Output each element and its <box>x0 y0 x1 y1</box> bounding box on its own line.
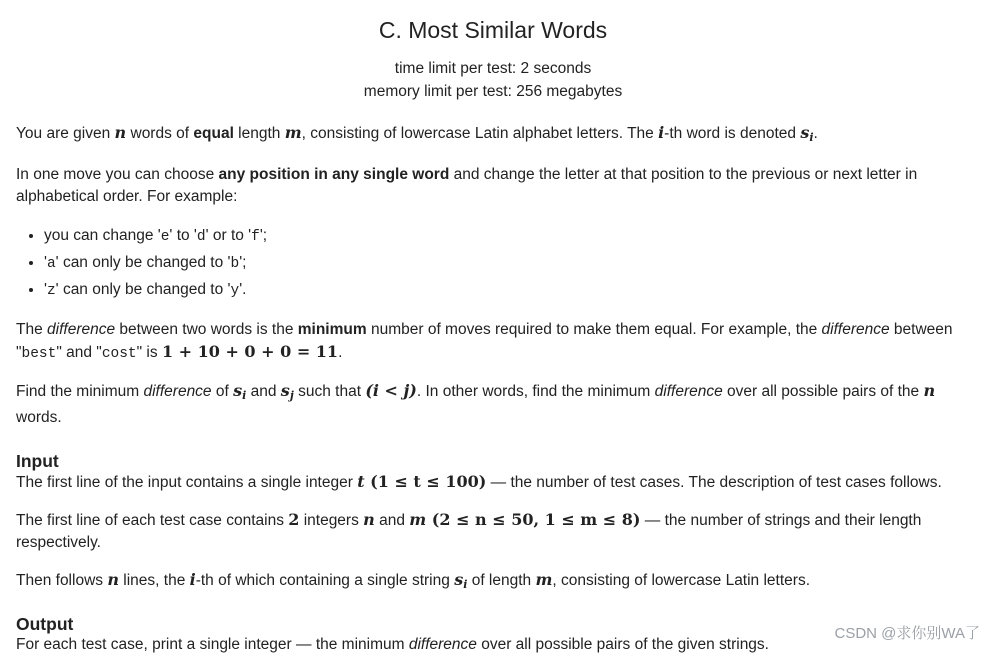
paragraph-move: In one move you can choose any position in any single word and change the letter at that position to the previous or next letter in alphabetical order. For example: <box>16 166 918 205</box>
paragraph-intro: You are given n words of equal length m, consisting of lowercase Latin alphabet letters. The i-th word is denoted $s_i$. <box>16 123 818 144</box>
list-item: • 'a' can only be changed to 'b'; <box>44 250 970 277</box>
paragraph-output: For each test case, print a single integer — the minimum difference over all possible pairs of the given strings. <box>16 636 769 653</box>
output-heading: Output <box>16 614 74 634</box>
problem-title: C. Most Similar Words <box>378 17 608 43</box>
paragraph-input-2: The first line of each test case contains 2 integers n and m (2 ≤ n ≤ 50, 1 ≤ m ≤ 8) — the number of strings and their length respectively. <box>16 510 922 551</box>
time-limit: time limit per test: 2 seconds <box>394 60 592 77</box>
problem-statement <box>0 16 986 656</box>
list-item: • you can change 'e' to 'd' or to 'f'; <box>44 223 970 250</box>
watermark: CSDN @求你别WA了 <box>834 625 980 642</box>
paragraph-task: Find the minimum difference of $s_i$ and $s_j$ such that (i < j). In other words, find the minimum difference over all possible pairs of the n words. <box>16 381 936 426</box>
input-heading: Input <box>16 451 59 471</box>
paragraph-difference: The difference between two words is the minimum number of moves required to make them equal. For example, the difference between "best" and "cost" is 1 + 10 + 0 + 0 = 11. <box>16 321 953 362</box>
memory-limit: memory limit per test: 256 megabytes <box>363 83 623 100</box>
list-item: • 'z' can only be changed to 'y'. <box>44 277 970 304</box>
example-list <box>16 223 970 304</box>
limits <box>16 57 970 103</box>
paragraph-input-1: The first line of the input contains a single integer t (1 ≤ t ≤ 100) — the number of test cases. The description of test cases follows. <box>16 472 942 491</box>
paragraph-input-3: Then follows n lines, the i-th of which containing a single string $s_i$ of length m, consisting of lowercase Latin letters. <box>16 570 811 591</box>
